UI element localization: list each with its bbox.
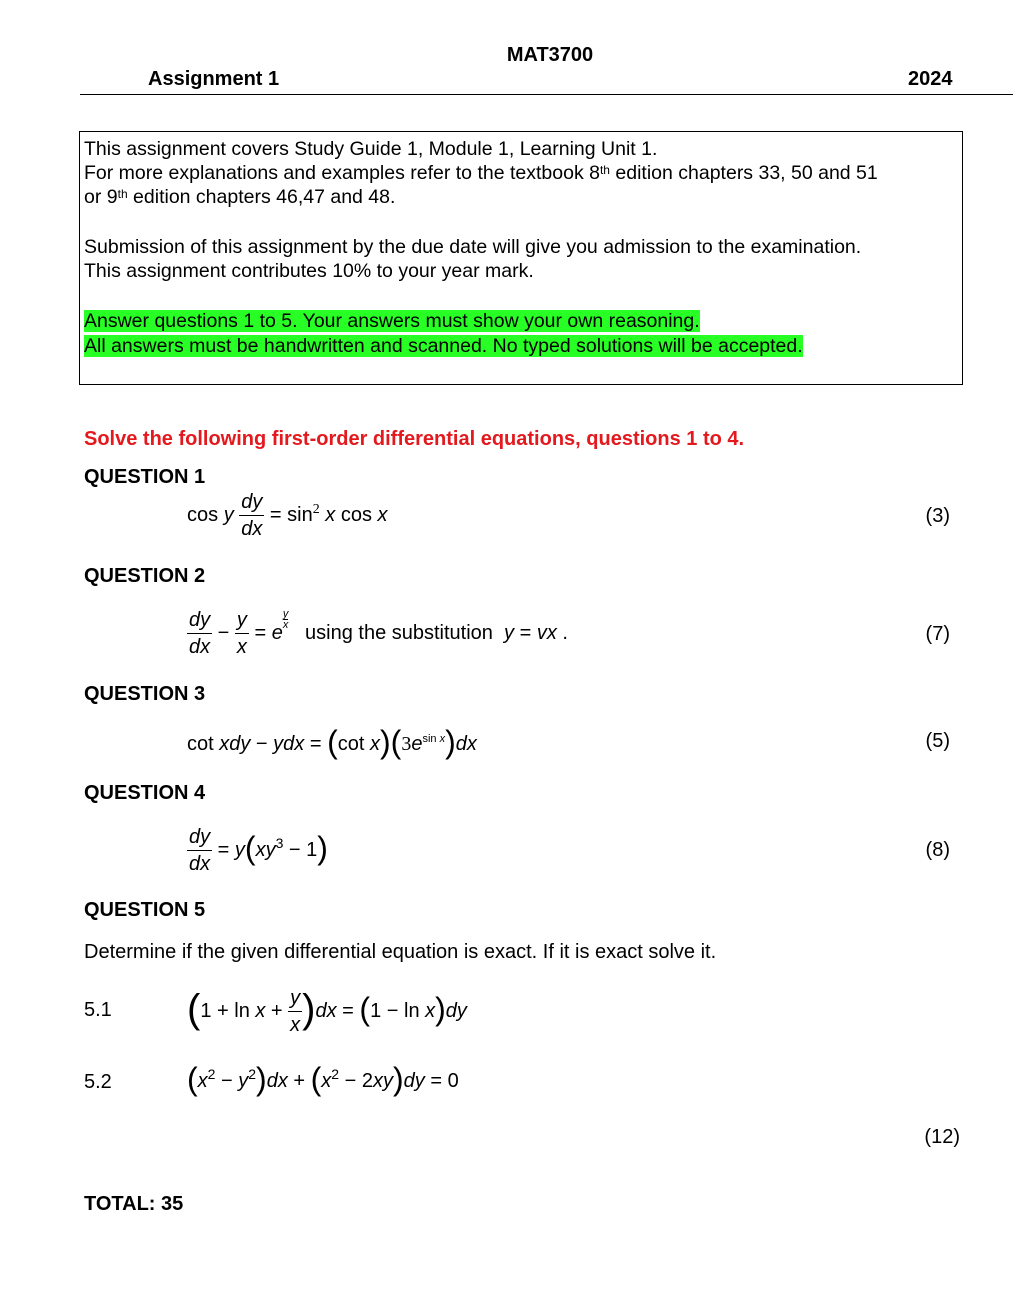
info-line-5: This assignment contributes 10% to your year mark.	[84, 260, 534, 282]
assignment-title: Assignment 1	[148, 68, 280, 90]
course-code: MAT3700	[506, 44, 594, 66]
part-5-2-label: 5.2	[84, 1071, 112, 1093]
question-4-title: QUESTION 4	[84, 782, 206, 804]
question-1-marks: (3)	[925, 505, 950, 527]
header-rule	[80, 94, 1013, 95]
question-4-marks: (8)	[925, 839, 950, 861]
total: TOTAL: 35	[84, 1193, 184, 1215]
question-3-equation: cot xdy − ydx = (cot $x)(3e^{sin x})dx$	[187, 724, 477, 760]
year: 2024	[908, 68, 953, 90]
highlight-line-1: Answer questions 1 to 5. Your answers must show your own reasoning.	[84, 310, 700, 332]
question-2-equation: $\frac{dy}{dx}$ − $\frac{y}{x}$ = e $\frac{y}{x}$ using the substitution y = vx .	[189, 608, 568, 658]
info-line-4: Submission of this assignment by the due date will give you admission to the examination.	[84, 236, 862, 258]
question-1-title: QUESTION 1	[84, 466, 206, 488]
question-4-equation: $\frac{dy}{dx}$ = $y(xy^3 - 1)$	[189, 826, 328, 875]
question-5-marks: (12)	[924, 1126, 960, 1148]
question-2-marks: (7)	[925, 623, 950, 645]
question-1-equation: cos y $\frac{dy}{dx}$ = $\sin^2 x$ cos x	[187, 491, 388, 540]
question-3-title: QUESTION 3	[84, 683, 206, 705]
question-2-title: QUESTION 2	[84, 565, 206, 587]
info-line-1: This assignment covers Study Guide 1, Module 1, Learning Unit 1.	[84, 138, 658, 160]
question-5-text: Determine if the given differential equation is exact. If it is exact solve it.	[84, 941, 717, 963]
part-5-2-equation: $(x^2 - y^2)dx + (x^2 - 2xy)dy = 0$	[187, 1061, 459, 1097]
question-5-title: QUESTION 5	[84, 899, 206, 921]
part-5-1-label: 5.1	[84, 999, 112, 1021]
question-3-marks: (5)	[925, 730, 950, 752]
highlight-line-2: All answers must be handwritten and scanned. No typed solutions will be accepted.	[84, 335, 803, 357]
info-line-3: or 9th edition chapters 46,47 and 48.	[84, 186, 396, 208]
instruction: Solve the following first-order differential equations, questions 1 to 4.	[84, 428, 745, 450]
info-line-2: For more explanations and examples refer to the textbook 8th edition chapters 33, 50 and 51	[84, 162, 878, 184]
part-5-1-equation: (1 + ln x + $\frac{y}{x}$ )dx = (1 − ln x)dy	[187, 987, 467, 1036]
